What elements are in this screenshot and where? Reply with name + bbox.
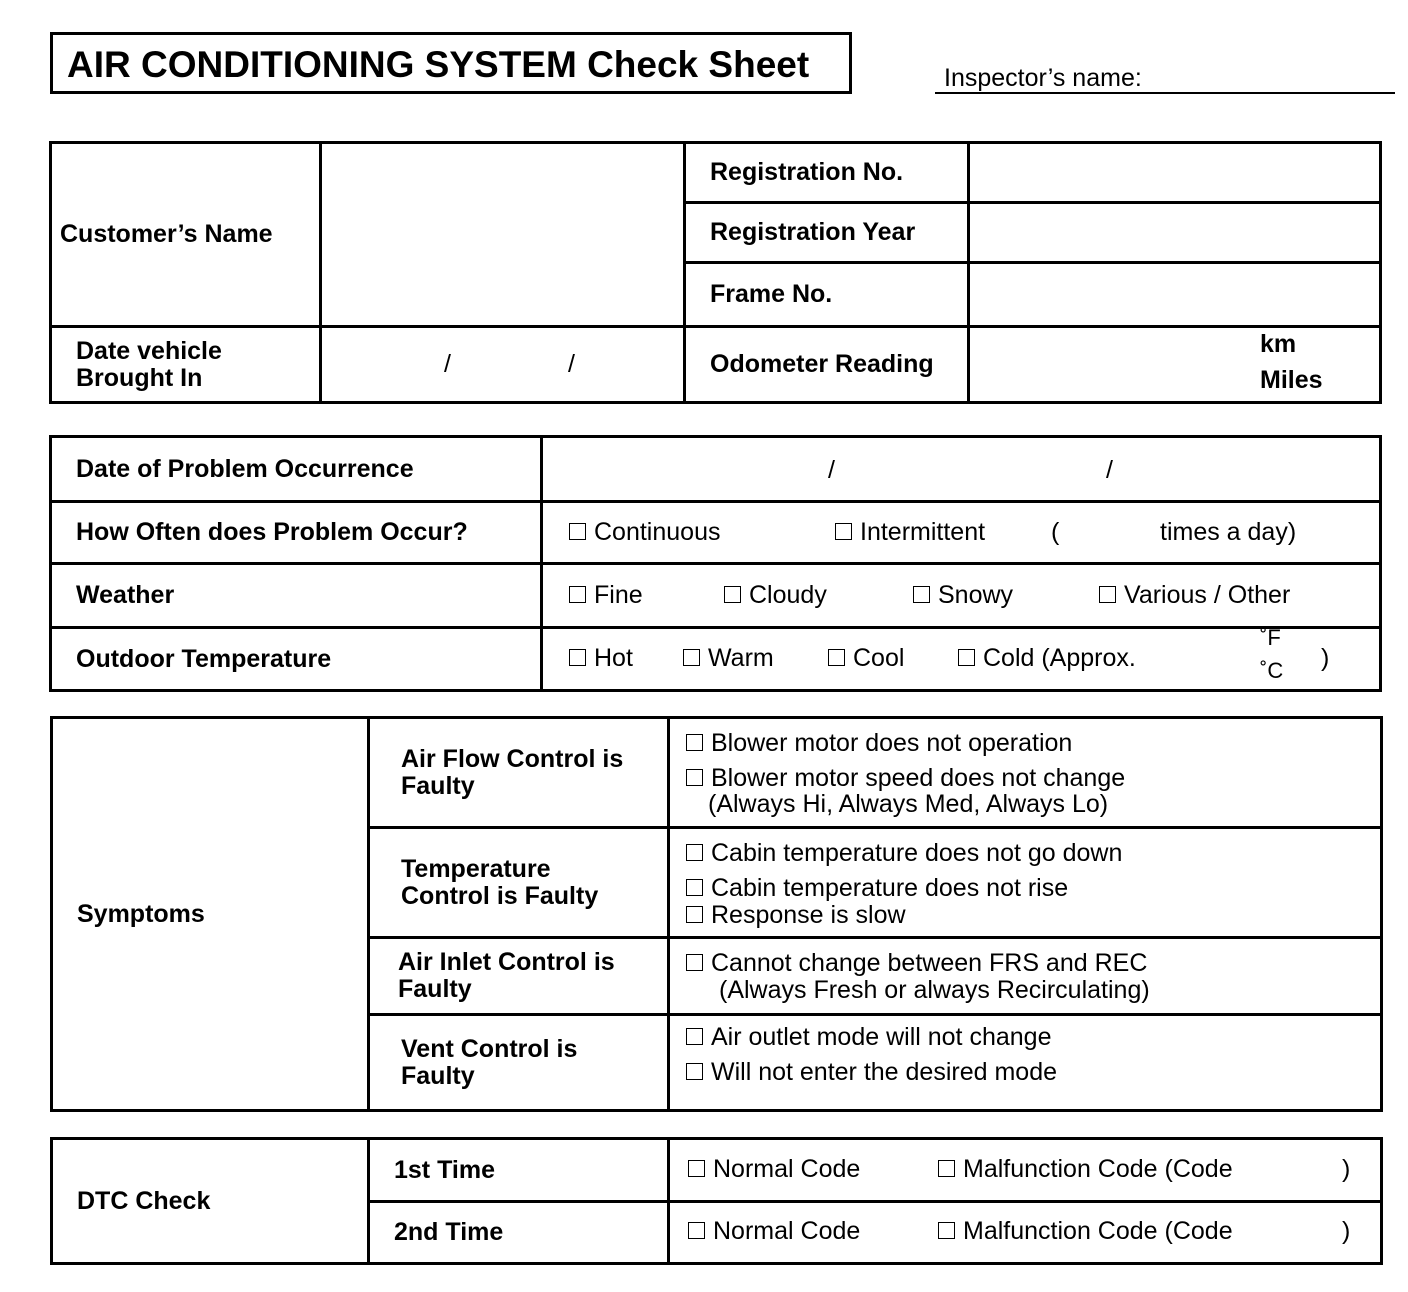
times-open-paren: ( [1051,518,1060,546]
dtc-1st-time-label: 1st Time [369,1139,669,1202]
date-brought-in-input[interactable] [321,327,685,403]
checkbox-icon [724,586,741,603]
checkbox-icon [683,649,700,666]
checkbox-normal-code[interactable]: Normal Code [688,1155,860,1184]
times-a-day-label: times a day) [1160,518,1297,546]
dtc-1st-options [669,1139,1382,1202]
checkbox-blower-no-operation[interactable]: Blower motor does not operation [686,729,1072,758]
checkbox-icon [569,586,586,603]
odometer-label: Odometer Reading [685,327,969,403]
checkbox-response-slow[interactable]: Response is slow [686,901,906,930]
problem-date-input[interactable] [542,437,1381,502]
checkbox-cabin-temp-not-down[interactable]: Cabin temperature does not go down [686,839,1122,868]
unit-miles: Miles [1260,366,1323,394]
unit-fahrenheit: ˚F [1260,625,1281,650]
checkbox-cloudy[interactable]: Cloudy [724,581,827,610]
checkbox-icon [938,1160,955,1177]
odometer-input[interactable] [969,327,1381,403]
checkbox-various-other[interactable]: Various / Other [1099,581,1290,610]
inspector-name-field[interactable] [935,64,1395,94]
temperature-control-label: Temperature Control is Faulty [369,828,669,938]
air-inlet-options [669,938,1382,1015]
date-brought-in-label-line2: Brought In [76,363,203,392]
weather-options [542,564,1381,628]
checkbox-hot[interactable]: Hot [569,644,633,673]
air-inlet-note: (Always Fresh or always Recirculating) [719,976,1150,1004]
frequency-options [542,502,1381,564]
checkbox-icon [686,1063,703,1080]
checkbox-fine[interactable]: Fine [569,581,643,610]
checkbox-intermittent[interactable]: Intermittent [835,518,985,547]
checkbox-continuous[interactable]: Continuous [569,518,720,547]
inspector-name-label: Inspector’s name: [944,64,1142,92]
checkbox-snowy[interactable]: Snowy [913,581,1013,610]
date-separator: / [1106,456,1113,484]
checkbox-icon [686,844,703,861]
weather-label: Weather [51,564,542,628]
dtc-check-label: DTC Check [52,1139,369,1264]
problem-date-label: Date of Problem Occurrence [51,437,542,502]
checkbox-warm[interactable]: Warm [683,644,774,673]
frame-no-input[interactable] [969,263,1381,327]
checkbox-icon [686,906,703,923]
close-paren: ) [1321,644,1330,672]
customer-name-label: Customer’s Name [51,143,321,327]
checkbox-icon [686,1028,703,1045]
registration-no-label: Registration No. [685,143,969,203]
checkbox-blower-speed-no-change[interactable]: Blower motor speed does not change [686,764,1125,793]
checkbox-icon [569,649,586,666]
registration-year-label: Registration Year [685,203,969,263]
date-separator: / [828,456,835,484]
checkbox-not-enter-desired-mode[interactable]: Will not enter the desired mode [686,1058,1057,1087]
close-paren: ) [1342,1217,1351,1245]
page-title: AIR CONDITIONING SYSTEM Check Sheet [67,44,810,85]
vehicle-info-table [49,141,1382,404]
air-flow-note: (Always Hi, Always Med, Always Lo) [708,790,1109,818]
checkbox-icon [958,649,975,666]
temperature-options [542,625,1381,691]
checkbox-malfunction-code[interactable]: Malfunction Code (Code [938,1155,1233,1184]
checkbox-icon [913,586,930,603]
dtc-table [50,1137,1383,1265]
temperature-control-options [669,828,1382,938]
outdoor-temperature-label: Outdoor Temperature [51,628,542,691]
symptoms-label: Symptoms [52,718,369,1111]
checkbox-icon [835,523,852,540]
checkbox-icon [686,769,703,786]
checkbox-icon [686,734,703,751]
symptoms-table [50,716,1383,1112]
date-separator: / [444,350,451,378]
date-separator: / [568,350,575,378]
vent-control-options [669,1015,1382,1111]
checkbox-cabin-temp-not-rise[interactable]: Cabin temperature does not rise [686,874,1068,903]
checkbox-icon [1099,586,1116,603]
checkbox-icon [688,1222,705,1239]
air-inlet-control-label: Air Inlet Control is Faulty [369,938,669,1015]
checkbox-icon [686,879,703,896]
checkbox-icon [938,1222,955,1239]
checkbox-malfunction-code[interactable]: Malfunction Code (Code [938,1217,1233,1246]
checkbox-cold[interactable]: Cold (Approx. [958,644,1136,673]
dtc-2nd-time-label: 2nd Time [369,1202,669,1264]
vent-control-label: Vent Control is Faulty [369,1015,669,1111]
dtc-2nd-options [669,1202,1382,1264]
date-brought-in-label [51,327,321,403]
unit-km: km [1260,330,1297,358]
air-flow-control-label: Air Flow Control is Faulty [369,718,669,828]
checkbox-cannot-change-frs-rec[interactable]: Cannot change between FRS and REC [686,949,1147,978]
title-box [50,32,852,94]
checkbox-normal-code[interactable]: Normal Code [688,1217,860,1246]
problem-info-table [49,435,1382,692]
date-brought-in-label-line1: Date vehicle [76,336,222,365]
customer-name-input[interactable] [321,143,685,327]
registration-no-input[interactable] [969,143,1381,203]
checkbox-icon [688,1160,705,1177]
unit-celsius: ˚C [1260,658,1284,683]
checkbox-outlet-mode-no-change[interactable]: Air outlet mode will not change [686,1023,1051,1052]
registration-year-input[interactable] [969,203,1381,263]
checkbox-cool[interactable]: Cool [828,644,904,673]
checkbox-icon [686,954,703,971]
checkbox-icon [569,523,586,540]
checkbox-icon [828,649,845,666]
air-flow-options [669,718,1382,828]
close-paren: ) [1342,1155,1351,1183]
frame-no-label: Frame No. [685,263,969,327]
frequency-label: How Often does Problem Occur? [51,502,542,564]
